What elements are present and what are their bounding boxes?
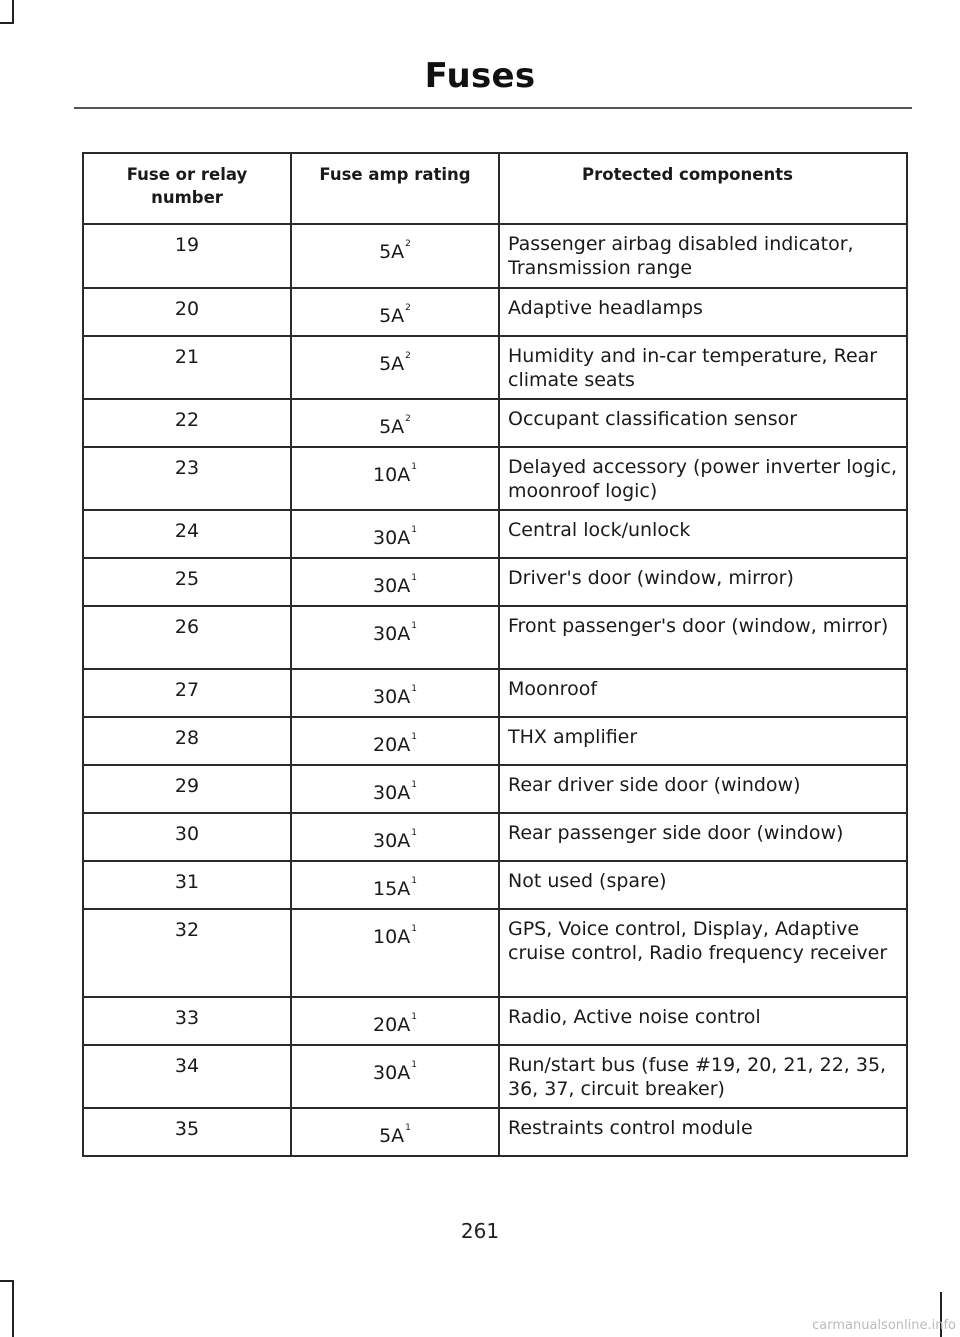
components-cell <box>499 717 907 765</box>
components-cell <box>499 288 907 336</box>
components-cell <box>499 765 907 813</box>
footnote-marker: 1 <box>411 684 417 694</box>
fuse-number-cell <box>83 669 291 717</box>
footnote-marker: 1 <box>411 525 417 535</box>
components-cell <box>499 606 907 669</box>
protected-components: Passenger airbag disabled indicator, Transmission range <box>508 233 854 279</box>
footnote-marker: 1 <box>405 1123 411 1133</box>
footnote-marker: 2 <box>405 351 411 361</box>
footnote-marker: 2 <box>405 239 411 249</box>
amp-rating-cell <box>291 1108 499 1156</box>
amp-value: 30A <box>373 623 411 645</box>
amp-rating <box>292 910 498 948</box>
fuse-number-cell <box>83 1108 291 1156</box>
column-header-amp-rating: Fuse amp rating <box>291 153 499 224</box>
fuse-number-cell <box>83 510 291 558</box>
amp-rating-cell <box>291 510 499 558</box>
amp-value: 30A <box>373 1062 411 1084</box>
protected-components: Radio, Active noise control <box>508 1006 761 1028</box>
amp-rating-cell <box>291 813 499 861</box>
protected-components: Front passenger's door (window, mirror) <box>508 615 889 637</box>
fuse-number: 21 <box>174 346 200 368</box>
protected-components: Adaptive headlamps <box>508 297 703 319</box>
table-row <box>83 288 907 336</box>
amp-rating-cell <box>291 717 499 765</box>
amp-rating-cell <box>291 558 499 606</box>
protected-components: Not used (spare) <box>508 870 667 892</box>
fuse-number: 33 <box>174 1007 200 1029</box>
amp-value: 30A <box>373 686 411 708</box>
amp-value: 30A <box>373 575 411 597</box>
footnote-marker: 1 <box>411 1060 417 1070</box>
components-cell <box>499 510 907 558</box>
amp-value: 5A <box>379 353 405 375</box>
amp-rating-cell <box>291 669 499 717</box>
components-cell <box>499 558 907 606</box>
components-cell <box>499 399 907 447</box>
footnote-marker: 1 <box>411 780 417 790</box>
table-row <box>83 447 907 510</box>
fuse-number-cell <box>83 909 291 997</box>
page-title: Fuses <box>424 56 536 96</box>
amp-value: 10A <box>373 926 411 948</box>
fuse-number-cell <box>83 765 291 813</box>
amp-rating <box>292 862 498 900</box>
fuse-number: 25 <box>174 568 200 590</box>
table-row <box>83 765 907 813</box>
fuse-table <box>82 152 908 1157</box>
fuse-number-cell <box>83 813 291 861</box>
fuse-number: 28 <box>174 727 200 749</box>
components-cell <box>499 813 907 861</box>
amp-rating <box>292 448 498 486</box>
amp-rating <box>292 1109 498 1147</box>
protected-components: Humidity and in-car temperature, Rear climate seats <box>508 345 878 391</box>
amp-rating <box>292 766 498 804</box>
amp-rating-cell <box>291 861 499 909</box>
amp-rating-cell <box>291 399 499 447</box>
amp-value: 20A <box>373 1014 411 1036</box>
amp-rating-cell <box>291 447 499 510</box>
fuse-number: 31 <box>174 871 200 893</box>
fuse-number: 32 <box>174 919 200 941</box>
amp-rating-cell <box>291 224 499 288</box>
table-header-row <box>83 153 907 224</box>
footnote-marker: 1 <box>411 876 417 886</box>
amp-rating <box>292 289 498 327</box>
column-header-fuse-number: Fuse or relay number <box>83 153 291 224</box>
fuse-number: 22 <box>174 409 200 431</box>
amp-value: 30A <box>373 527 411 549</box>
fuse-number-cell <box>83 224 291 288</box>
watermark: carmanualsonline.info <box>812 1318 956 1333</box>
crop-mark-top-left <box>0 22 12 24</box>
fuse-number-cell <box>83 1045 291 1108</box>
components-cell <box>499 336 907 399</box>
amp-rating <box>292 559 498 597</box>
fuse-number-cell <box>83 288 291 336</box>
table-row <box>83 717 907 765</box>
fuse-table-body <box>83 224 907 1156</box>
footnote-marker: 1 <box>411 573 417 583</box>
table-row <box>83 510 907 558</box>
amp-rating <box>292 607 498 645</box>
fuse-number: 29 <box>174 775 200 797</box>
footnote-marker: 1 <box>411 924 417 934</box>
crop-mark-bottom-left <box>12 1280 14 1337</box>
amp-value: 5A <box>379 416 405 438</box>
table-row <box>83 399 907 447</box>
footnote-marker: 1 <box>411 828 417 838</box>
page-number: 261 <box>460 1219 500 1243</box>
fuse-number: 26 <box>174 616 200 638</box>
amp-value: 30A <box>373 782 411 804</box>
table-row <box>83 606 907 669</box>
amp-rating <box>292 718 498 756</box>
amp-rating <box>292 1046 498 1084</box>
protected-components: GPS, Voice control, Display, Adaptive cruise control, Radio frequency receiver <box>508 918 888 964</box>
protected-components: Occupant classification sensor <box>508 408 798 430</box>
amp-rating-cell <box>291 336 499 399</box>
protected-components: Restraints control module <box>508 1117 753 1139</box>
footnote-marker: 1 <box>411 1012 417 1022</box>
amp-rating-cell <box>291 909 499 997</box>
amp-value: 20A <box>373 734 411 756</box>
amp-value: 5A <box>379 241 405 263</box>
components-cell <box>499 997 907 1045</box>
table-row <box>83 558 907 606</box>
column-header-components: Protected components <box>499 153 907 224</box>
table-row <box>83 997 907 1045</box>
fuse-number-cell <box>83 447 291 510</box>
components-cell <box>499 224 907 288</box>
amp-rating-cell <box>291 765 499 813</box>
amp-value: 15A <box>373 878 411 900</box>
amp-rating <box>292 337 498 375</box>
amp-value: 5A <box>379 305 405 327</box>
components-cell <box>499 669 907 717</box>
crop-mark-bottom-left <box>0 1280 12 1282</box>
amp-rating-cell <box>291 1045 499 1108</box>
footnote-marker: 1 <box>411 621 417 631</box>
amp-value: 5A <box>379 1125 405 1147</box>
amp-value: 10A <box>373 464 411 486</box>
table-row <box>83 336 907 399</box>
fuse-number-cell <box>83 717 291 765</box>
fuse-number-cell <box>83 997 291 1045</box>
fuse-number-cell <box>83 399 291 447</box>
protected-components: Rear passenger side door (window) <box>508 822 844 844</box>
components-cell <box>499 861 907 909</box>
fuse-number-cell <box>83 336 291 399</box>
fuse-number: 20 <box>174 298 200 320</box>
components-cell <box>499 1108 907 1156</box>
footnote-marker: 2 <box>405 414 411 424</box>
fuse-number: 27 <box>174 679 200 701</box>
amp-rating <box>292 511 498 549</box>
crop-mark-top-left <box>12 0 14 24</box>
amp-rating <box>292 670 498 708</box>
protected-components: Central lock/unlock <box>508 519 691 541</box>
components-cell <box>499 909 907 997</box>
amp-rating <box>292 998 498 1036</box>
amp-rating <box>292 400 498 438</box>
protected-components: Moonroof <box>508 678 598 700</box>
protected-components: Delayed accessory (power inverter logic, moonroof logic) <box>508 456 897 502</box>
footnote-marker: 2 <box>405 303 411 313</box>
protected-components: Rear driver side door (window) <box>508 774 801 796</box>
fuse-number: 34 <box>174 1055 200 1077</box>
table-row <box>83 1108 907 1156</box>
table-row <box>83 861 907 909</box>
amp-rating-cell <box>291 997 499 1045</box>
table-row <box>83 813 907 861</box>
footnote-marker: 1 <box>411 462 417 472</box>
amp-rating <box>292 225 498 263</box>
components-cell <box>499 447 907 510</box>
table-row <box>83 224 907 288</box>
amp-value: 30A <box>373 830 411 852</box>
table-row <box>83 909 907 997</box>
fuse-number: 23 <box>174 457 200 479</box>
fuse-number: 24 <box>174 520 200 542</box>
fuse-number: 30 <box>174 823 200 845</box>
protected-components: Run/start bus (fuse #19, 20, 21, 22, 35, 36, 37, circuit breaker) <box>508 1054 887 1100</box>
fuse-number-cell <box>83 606 291 669</box>
amp-rating-cell <box>291 606 499 669</box>
protected-components: Driver's door (window, mirror) <box>508 567 794 589</box>
components-cell <box>499 1045 907 1108</box>
title-divider <box>74 107 912 109</box>
footnote-marker: 1 <box>411 732 417 742</box>
table-row <box>83 669 907 717</box>
amp-rating-cell <box>291 288 499 336</box>
fuse-number: 19 <box>174 234 200 256</box>
fuse-number: 35 <box>174 1118 200 1140</box>
fuse-number-cell <box>83 558 291 606</box>
table-row <box>83 1045 907 1108</box>
amp-rating <box>292 814 498 852</box>
fuse-number-cell <box>83 861 291 909</box>
protected-components: THX amplifier <box>508 726 638 748</box>
